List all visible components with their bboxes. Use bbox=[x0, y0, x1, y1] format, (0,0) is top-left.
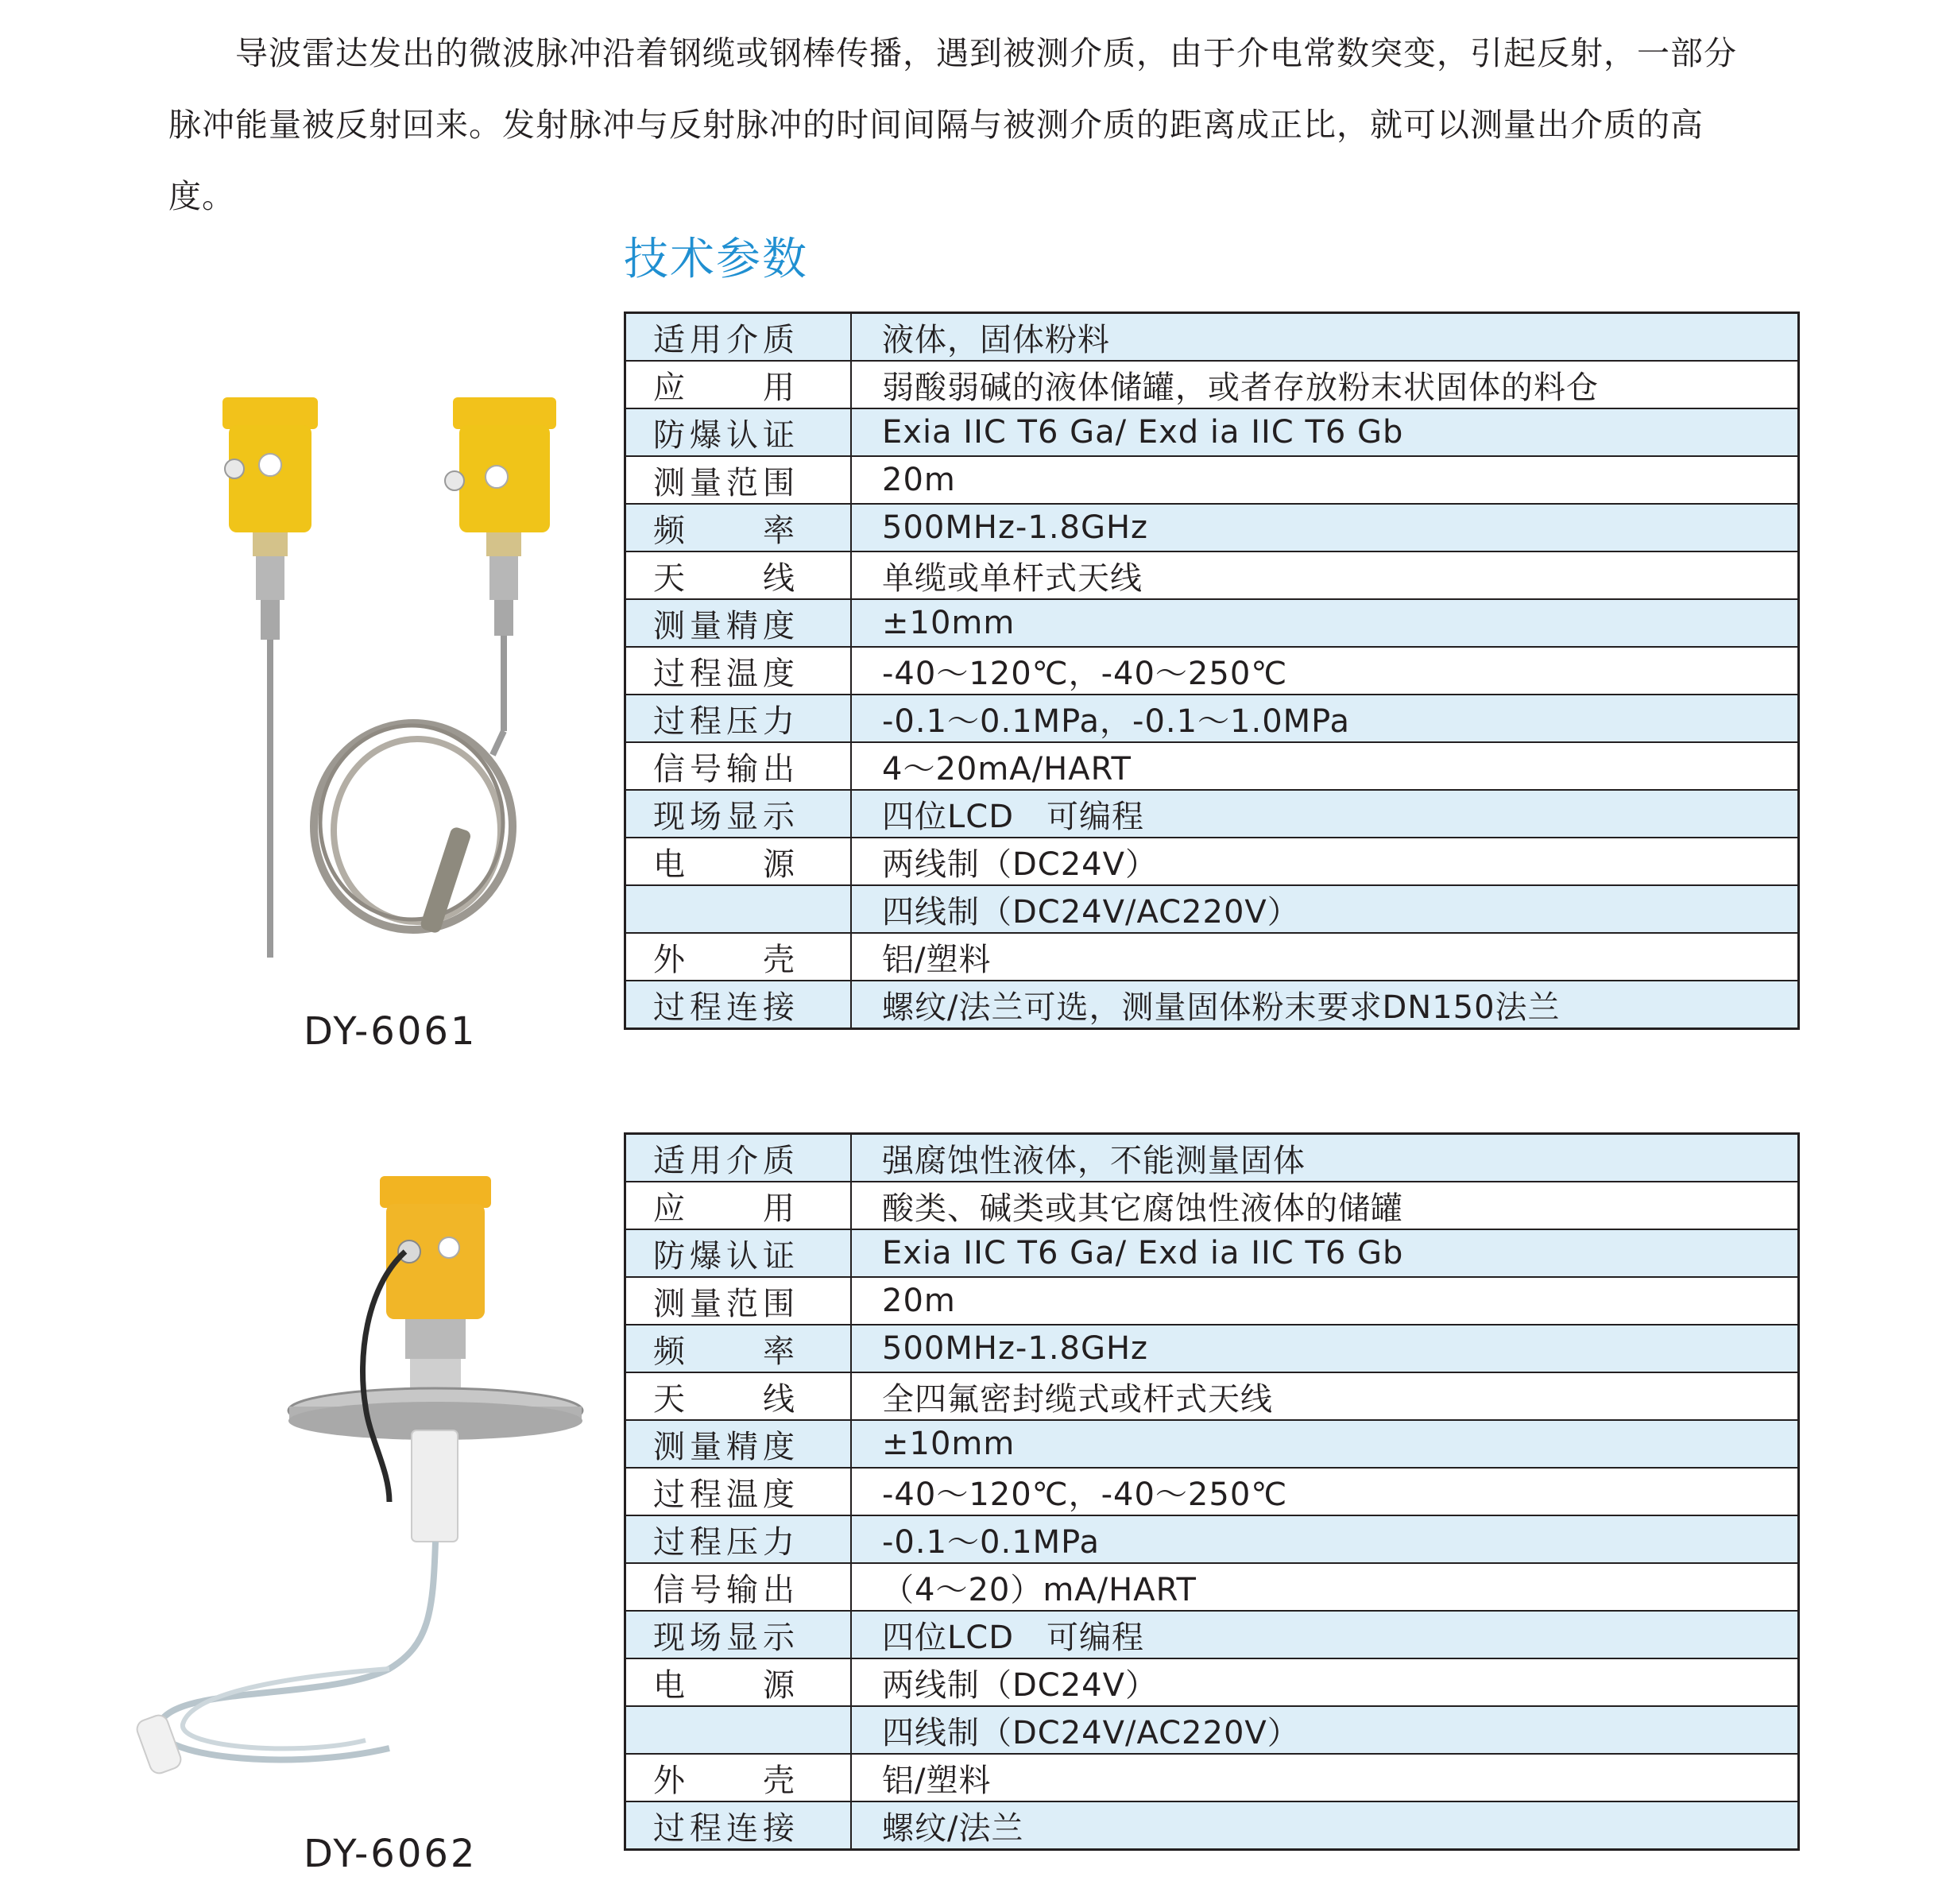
table-row bbox=[625, 1706, 1799, 1754]
spec-value: 两线制（DC24V） bbox=[851, 838, 1799, 885]
spec-value: Exia IIC T6 Ga/ Exd ia IIC T6 Gb bbox=[851, 1229, 1799, 1277]
spec-value: 铝/塑料 bbox=[851, 1754, 1799, 1801]
spec-value: 强腐蚀性液体，不能测量固体 bbox=[851, 1134, 1799, 1182]
spec-key: 现场显示 bbox=[625, 1611, 852, 1658]
spec-value: 20m bbox=[851, 1277, 1799, 1325]
spec-value: 铝/塑料 bbox=[851, 933, 1799, 981]
spec-value: -0.1～0.1MPa bbox=[851, 1515, 1799, 1563]
spec-value: 两线制（DC24V） bbox=[851, 1658, 1799, 1706]
spec-value: 四位LCD 可编程 bbox=[851, 790, 1799, 838]
spec-key: 天线 bbox=[625, 1372, 852, 1420]
spec-key: 适用介质 bbox=[625, 313, 852, 362]
table-row bbox=[625, 408, 1799, 456]
spec-key: 测量范围 bbox=[625, 456, 852, 504]
spec-key: 防爆认证 bbox=[625, 1229, 852, 1277]
spec-key: 应用 bbox=[625, 361, 852, 408]
spec-value: 20m bbox=[851, 456, 1799, 504]
spec-value: 四线制（DC24V/AC220V） bbox=[851, 1706, 1799, 1754]
spec-key: 过程温度 bbox=[625, 647, 852, 695]
spec-value: ±10mm bbox=[851, 599, 1799, 647]
table-row bbox=[625, 1182, 1799, 1229]
table-row bbox=[625, 1563, 1799, 1611]
spec-key: 测量范围 bbox=[625, 1277, 852, 1325]
table-row bbox=[625, 1420, 1799, 1468]
table-row bbox=[625, 504, 1799, 551]
table-row bbox=[625, 885, 1799, 933]
spec-value: 四位LCD 可编程 bbox=[851, 1611, 1799, 1658]
spec-key: 过程连接 bbox=[625, 981, 852, 1029]
spec-value: -40～120℃，-40～250℃ bbox=[851, 1468, 1799, 1515]
model-label-dy6062: DY-6062 bbox=[304, 1832, 478, 1876]
spec-value: 螺纹/法兰可选，测量固体粉末要求DN150法兰 bbox=[851, 981, 1799, 1029]
flange-probe-graphic bbox=[134, 1176, 582, 1776]
spec-key bbox=[625, 1706, 852, 1754]
spec-value: 四线制（DC24V/AC220V） bbox=[851, 885, 1799, 933]
spec-key bbox=[625, 885, 852, 933]
spec-value: 液体，固体粉料 bbox=[851, 313, 1799, 362]
spec-key: 适用介质 bbox=[625, 1134, 852, 1182]
rod-probe-graphic bbox=[222, 397, 318, 958]
table-row bbox=[625, 838, 1799, 885]
spec-key: 外壳 bbox=[625, 933, 852, 981]
product-photo-dy6061 bbox=[159, 381, 604, 969]
intro-text bbox=[168, 17, 1766, 232]
table-row bbox=[625, 1325, 1799, 1372]
table-row bbox=[625, 647, 1799, 695]
spec-key: 频率 bbox=[625, 504, 852, 551]
spec-key: 测量精度 bbox=[625, 1420, 852, 1468]
table-row bbox=[625, 1611, 1799, 1658]
spec-key: 电源 bbox=[625, 1658, 852, 1706]
model-label-dy6061: DY-6061 bbox=[304, 1009, 478, 1054]
spec-key: 过程压力 bbox=[625, 695, 852, 742]
intro-paragraph: 导波雷达发出的微波脉冲沿着钢缆或钢棒传播，遇到被测介质，由于介电常数突变，引起反射，一部分脉冲能量被反射回来。发射脉冲与反射脉冲的时间间隔与被测介质的距离成正比，就可以测量出介质的高度。 bbox=[168, 34, 1737, 215]
spec-key: 信号输出 bbox=[625, 1563, 852, 1611]
table-row bbox=[625, 933, 1799, 981]
section-title: 技术参数 bbox=[624, 234, 808, 285]
table-row bbox=[625, 361, 1799, 408]
spec-value: -0.1～0.1MPa，-0.1～1.0MPa bbox=[851, 695, 1799, 742]
table-row bbox=[625, 313, 1799, 362]
table-row bbox=[625, 1754, 1799, 1801]
spec-key: 过程压力 bbox=[625, 1515, 852, 1563]
spec-key: 应用 bbox=[625, 1182, 852, 1229]
spec-table-dy6062 bbox=[624, 1132, 1800, 1851]
table-row bbox=[625, 742, 1799, 790]
spec-table-dy6061 bbox=[624, 312, 1800, 1030]
spec-value: 500MHz-1.8GHz bbox=[851, 504, 1799, 551]
spec-key: 天线 bbox=[625, 551, 852, 599]
table-row bbox=[625, 1801, 1799, 1850]
spec-value: Exia IIC T6 Ga/ Exd ia IIC T6 Gb bbox=[851, 408, 1799, 456]
table-row bbox=[625, 981, 1799, 1029]
spec-value: 螺纹/法兰 bbox=[851, 1801, 1799, 1850]
table-row bbox=[625, 790, 1799, 838]
spec-key: 过程温度 bbox=[625, 1468, 852, 1515]
table-row bbox=[625, 1658, 1799, 1706]
spec-key: 现场显示 bbox=[625, 790, 852, 838]
table-row bbox=[625, 1515, 1799, 1563]
table-row bbox=[625, 1372, 1799, 1420]
spec-value: ±10mm bbox=[851, 1420, 1799, 1468]
cable-probe-graphic bbox=[314, 397, 556, 935]
spec-key: 外壳 bbox=[625, 1754, 852, 1801]
spec-value: 全四氟密封缆式或杆式天线 bbox=[851, 1372, 1799, 1420]
table-row bbox=[625, 1468, 1799, 1515]
spec-value: （4～20）mA/HART bbox=[851, 1563, 1799, 1611]
table-row bbox=[625, 456, 1799, 504]
table-row bbox=[625, 1229, 1799, 1277]
table-row bbox=[625, 695, 1799, 742]
spec-value: -40～120℃，-40～250℃ bbox=[851, 647, 1799, 695]
spec-key: 测量精度 bbox=[625, 599, 852, 647]
spec-key: 电源 bbox=[625, 838, 852, 885]
spec-key: 信号输出 bbox=[625, 742, 852, 790]
spec-key: 过程连接 bbox=[625, 1801, 852, 1850]
table-row bbox=[625, 599, 1799, 647]
spec-value: 4～20mA/HART bbox=[851, 742, 1799, 790]
spec-key: 防爆认证 bbox=[625, 408, 852, 456]
table-row bbox=[625, 1134, 1799, 1182]
table-row bbox=[625, 551, 1799, 599]
spec-key: 频率 bbox=[625, 1325, 852, 1372]
spec-value: 单缆或单杆式天线 bbox=[851, 551, 1799, 599]
spec-value: 500MHz-1.8GHz bbox=[851, 1325, 1799, 1372]
table-row bbox=[625, 1277, 1799, 1325]
product-photo-dy6062 bbox=[127, 1168, 604, 1796]
spec-value: 弱酸弱碱的液体储罐，或者存放粉末状固体的料仓 bbox=[851, 361, 1799, 408]
spec-value: 酸类、碱类或其它腐蚀性液体的储罐 bbox=[851, 1182, 1799, 1229]
